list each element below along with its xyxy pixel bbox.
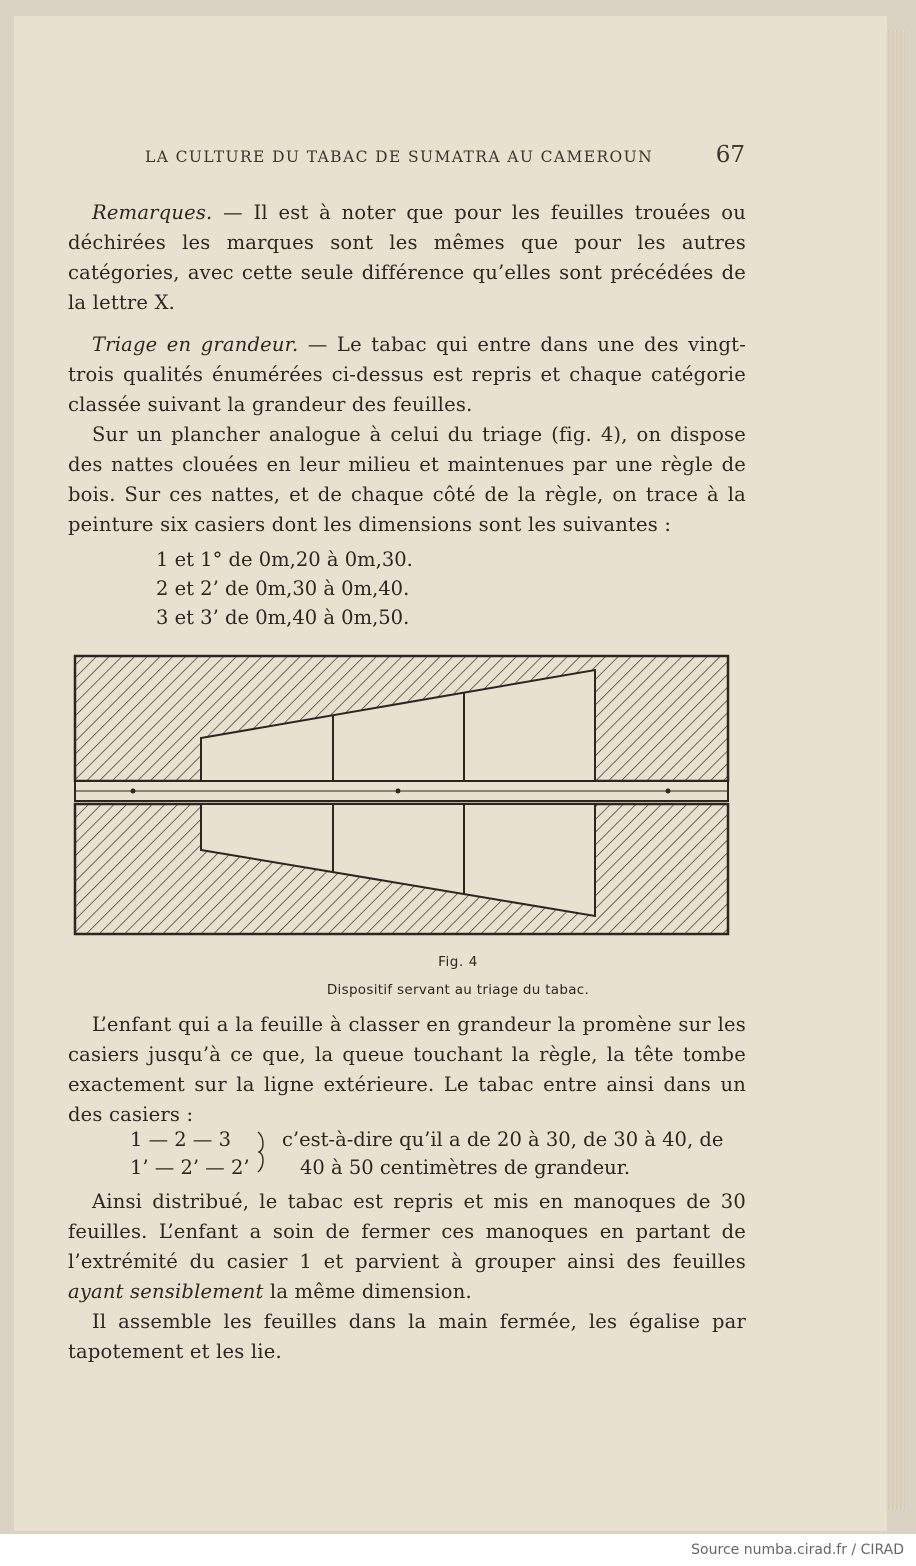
final-paragraph: Il assemble les feuilles dans la main fermée, les égalise par tapotement et les lie. [68, 1310, 746, 1363]
figure-4-diagram [73, 654, 730, 936]
brace-icon [257, 1130, 265, 1174]
size-line-2: 40 à 50 centimètres de grandeur. [300, 1156, 631, 1179]
enfant-text: L’enfant qui a la feuille à classer en grandeur la promène sur les casiers jusqu’à ce que, la queue touchant la règle, la tête tombe exactement sur la ligne extérieure. Le tabac entre ainsi dans un des casiers : [68, 1013, 746, 1126]
remarques-paragraph [68, 198, 746, 318]
running-header [145, 142, 745, 176]
triage-lead: Triage en grandeur. [92, 333, 299, 356]
top-mat [75, 656, 728, 781]
dimension-row: 2 et 2’ de 0m,30 à 0m,40. [156, 577, 410, 600]
remarques-lead: Remarques. [92, 201, 213, 224]
distribue-text: Ainsi distribué, le tabac est repris et mis en manoques de 30 feuilles. L’enfant a soin de fermer ces manoques en partant de l’extrémité du casier 1 et parvient à grouper ainsi des feuilles [68, 1190, 746, 1273]
casier-row-1: 1 — 2 — 3 [130, 1128, 232, 1151]
dimension-list [156, 545, 413, 632]
distribue-italic: ayant sensiblement [68, 1280, 264, 1303]
page-edges [887, 30, 905, 1510]
source-credit: Source numba.cirad.fr / CIRAD [691, 1542, 904, 1558]
enfant-paragraph [68, 1010, 746, 1130]
figure-caption: Dispositif servant au triage du tabac. [326, 982, 590, 998]
dimension-row: 3 et 3’ de 0m,40 à 0m,50. [156, 606, 410, 629]
remarques-text: — Il est à noter que pour les feuilles trouées ou déchirées les marques sont les mêmes que pour les autres catégories, avec cette seule différence qu’elles sont précédées de la lettre X. [68, 201, 746, 314]
distribue-end: la même dimension. [263, 1280, 472, 1303]
figure-number: Fig. 4 [438, 954, 478, 970]
dimension-row: 1 et 1° de 0m,20 à 0m,30. [156, 548, 413, 571]
plancher-paragraph: Sur un plancher analogue à celui du triage (fig. 4), on dispose des nattes clouées en leur milieu et maintenues par une règle de bois. Sur ces nattes, et de chaque côté de la règle, on trace à la peinture six casiers dont les dimensions sont les suivantes : [68, 423, 746, 536]
triage-paragraph [68, 330, 746, 540]
distribue-paragraph [68, 1187, 746, 1367]
casier-numbers [130, 1126, 250, 1182]
bottom-mat [75, 804, 728, 934]
page-number: 67 [715, 142, 745, 168]
size-description [282, 1126, 752, 1182]
running-title: LA CULTURE DU TABAC DE SUMATRA AU CAMEROUN [145, 148, 654, 166]
ruler-bar [75, 781, 728, 801]
casier-row-2: 1’ — 2’ — 2’ [130, 1156, 250, 1179]
triage-text: — Le tabac qui entre dans une des vingt-trois qualités énumérées ci-dessus est repris et chaque catégorie classée suivant la grandeur des feuilles. [68, 333, 746, 416]
size-line-1: c’est-à-dire qu’il a de 20 à 30, de 30 à 40, de [282, 1128, 724, 1151]
